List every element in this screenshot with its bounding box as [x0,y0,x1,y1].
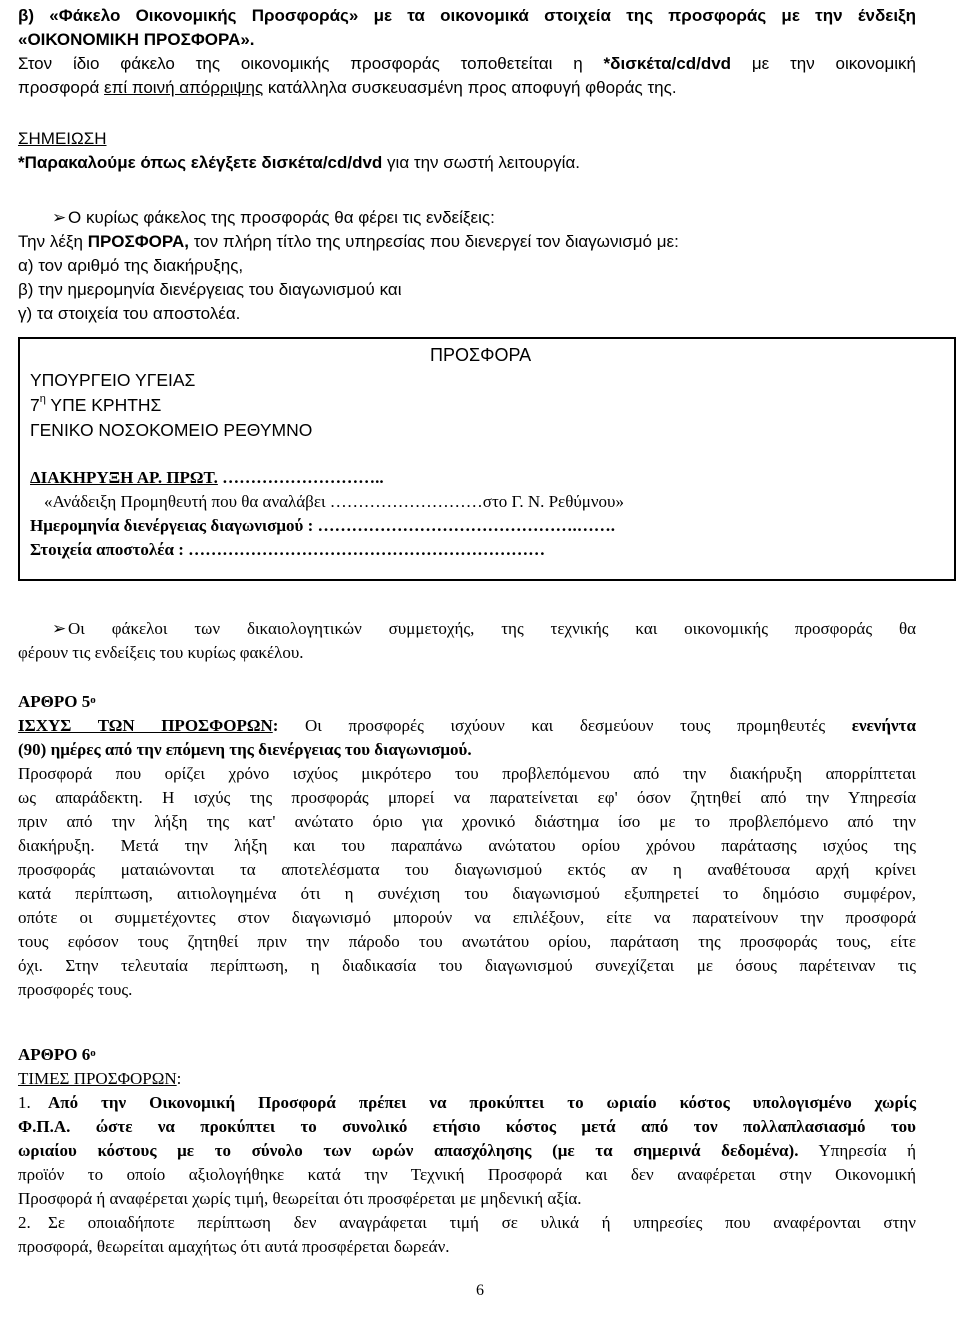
label-hospital: ΓΕΝΙΚΟ ΝΟΣΟΚΟΜΕΙΟ ΡΕΘΥΜΝΟ [30,420,313,440]
article-6-item-2-line-1: 2. Σε οποιαδήποτε περίπτωση δεν αναγράφεται τιμή σε υλικά ή υπηρεσίες που αναφέρονται στην [18,1213,916,1232]
article-6-heading: ΑΡΘΡΟ $6^o$ [18,1045,96,1064]
intro-line-1: β) «Φάκελο Οικονομικής Προσφοράς» με τα οικονομικά στοιχεία της προσφοράς με την ένδειξη [18,6,916,25]
article-6 [18,1043,916,1259]
article-5-line-1: ΙΣΧΥΣ ΤΩΝ ΠΡΟΣΦΟΡΩΝ: Οι προσφορές ισχύουν και δεσμεύουν τους προμηθευτές ενενήντα [18,716,916,735]
label-ype: $7^\eta$ ΥΠΕ ΚΡΗΤΗΣ [30,393,162,415]
label-date: Ημερομηνία διενέργειας διαγωνισμού : ……………………………………….……. [30,516,616,535]
article-6-item-1-line-1: 1. Από την Οικονομική Προσφορά πρέπει να προκύπτει το ωριαίο κόστος υπολογισμένο χωρίς [18,1093,916,1112]
main-envelope-item-c: γ) τα στοιχεία του αποστολέα. [18,304,241,323]
article-6-item-1-line-4: προϊόν το οποίο αξιολογήθηκε κατά την Τεχνική Προσφορά και δεν αναφέρεται στην Οικονομική [18,1165,916,1184]
article-5-paragraph-line: όχι. Στην τελευταία περίπτωση, η διαδικασία του διαγωνισμού συνεχίζεται με όσους παρέτειναν τις [18,956,916,975]
main-envelope-intro: ➢ Ο κυρίως φάκελος της προσφοράς θα φέρει τις ενδείξεις: [18,206,916,230]
other-envelopes-section [18,617,916,665]
main-envelope-item-b: β) την ημερομηνία διενέργειας του διαγωνισμού και [18,280,402,299]
note-heading: ΣΗΜΕΙΩΣΗ [18,129,107,148]
arrow-bullet-icon: ➢ [52,619,67,638]
intro-section [18,4,916,100]
label-title: ΠΡΟΣΦΟΡΑ [430,345,532,365]
article-5 [18,690,916,1002]
label-declaration: ΔΙΑΚΗΡΥΞΗ ΑΡ. ΠΡΩΤ. ……………………….. [30,468,384,487]
page-number: 6 [476,1282,484,1299]
article-5-paragraph-line: πριν από την λήξη της κατ' ανώτατο όριο για χρονικό διάστημα ίσο με το προβλεπόμενο από την [18,812,916,831]
article-5-paragraph-line: προσφοράς ματαιώνονται τα αποτελέσματα του διαγωνισμού εκτός αν η αναθέτουσα αρχή κρίνει [18,860,916,879]
main-envelope-line: Την λέξη ΠΡΟΣΦΟΡΑ, τον πλήρη τίτλο της υπηρεσίας που διενεργεί τον διαγωνισμό με: [18,232,679,251]
article-5-paragraph-line: τους εφόσον τους ζητηθεί πριν την πάροδο του ανωτάτου ορίου, παράταση της προσφοράς τους, είτε [18,932,916,951]
note-text: *Παρακαλούμε όπως ελέγξετε δισκέτα/cd/dvd για την σωστή λειτουργία. [18,153,581,172]
label-sender: Στοιχεία αποστολέα : ……………………………………………………… [30,540,546,559]
intro-line-2: Στον ίδιο φάκελο της οικονομικής προσφοράς τοποθετείται η *δισκέτα/cd/dvd με την οικονομική [18,54,916,73]
arrow-bullet-icon: ➢ [52,208,67,227]
main-envelope-item-a: α) τον αριθμό της διακήρυξης, [18,256,244,275]
article-5-paragraph-line: Προσφορά που ορίζει χρόνο ισχύος μικρότερο του προβλεπόμενου από την διακήρυξη απορρίπτεται [18,764,916,783]
article-6-item-1-line-5: Προσφορά ή αναφέρεται χωρίς τιμή, θεωρείται ότι προσφέρεται με μηδενική αξία. [18,1189,582,1208]
envelope-label-box [18,337,956,581]
article-6-item-2-line-2: προσφορά, θεωρείται αμαχήτως ότι αυτά προσφέρεται δωρεάν. [18,1237,450,1256]
label-subject: «Ανάδειξη Προμηθευτή που θα αναλάβει ………………………στο Γ. Ν. Ρεθύμνου» [44,492,624,511]
intro-line-3: προσφορά επί ποινή απόρριψης κατάλληλα συσκευασμένη προς αποφυγή φθοράς της. [18,78,677,97]
article-6-item-1-line-3: ωριαίου κόστους με το σύνολο των ωρών απασχόλησης (με τα σημερινά δεδομένα). Υπηρεσία ή [18,1141,916,1160]
article-5-paragraph-last: προσφορές τους. [18,980,133,999]
article-6-item-1-line-2: Φ.Π.Α. ώστε να προκύπτει το συνολικό ετήσιο κόστος μετά από τον πολλαπλασιασμό του [18,1117,916,1136]
article-5-paragraph-line: ως απαράδεκτη. Η ισχύς της προσφοράς μπορεί να παρατείνεται εφ' όσον ζητηθεί από την Υπηρεσία [18,788,916,807]
article-6-subheading: ΤΙΜΕΣ ΠΡΟΣΦΟΡΩΝ: [18,1069,182,1088]
article-5-paragraph-line: διακήρυξη. Μετά την λήξη και του παραπάνω ανώτατου ορίου χρόνου παράτασης ισχύος της [18,836,916,855]
note-section [18,127,916,175]
other-envelopes-line-1: ➢ Οι φάκελοι των δικαιολογητικών συμμετοχής, της τεχνικής και οικονομικής προσφοράς θα [18,617,916,641]
intro-line-1b: «ΟΙΚΟΝΟΜΙΚΗ ΠΡΟΣΦΟΡΑ». [18,30,255,49]
other-envelopes-line-2: φέρουν τις ενδείξεις του κυρίως φακέλου. [18,643,304,662]
article-5-line-2: (90) ημέρες από την επόμενη της διενέργειας του διαγωνισμού. [18,740,472,759]
article-5-heading: ΑΡΘΡΟ $5^o$ [18,692,96,711]
article-5-paragraph-line: κατά περίπτωση, αιτιολογημένα ότι η συνέχιση του διαγωνισμού εξυπηρετεί το δημόσιο συμφέρον, [18,884,916,903]
main-envelope-section [18,206,916,326]
label-ministry: ΥΠΟΥΡΓΕΙΟ ΥΓΕΙΑΣ [30,370,196,390]
article-5-paragraph-line: οπότε οι συμμετέχοντες στον διαγωνισμό μπορούν να επιλέξουν, είτε να παρατείνουν την προσφορά [18,908,916,927]
